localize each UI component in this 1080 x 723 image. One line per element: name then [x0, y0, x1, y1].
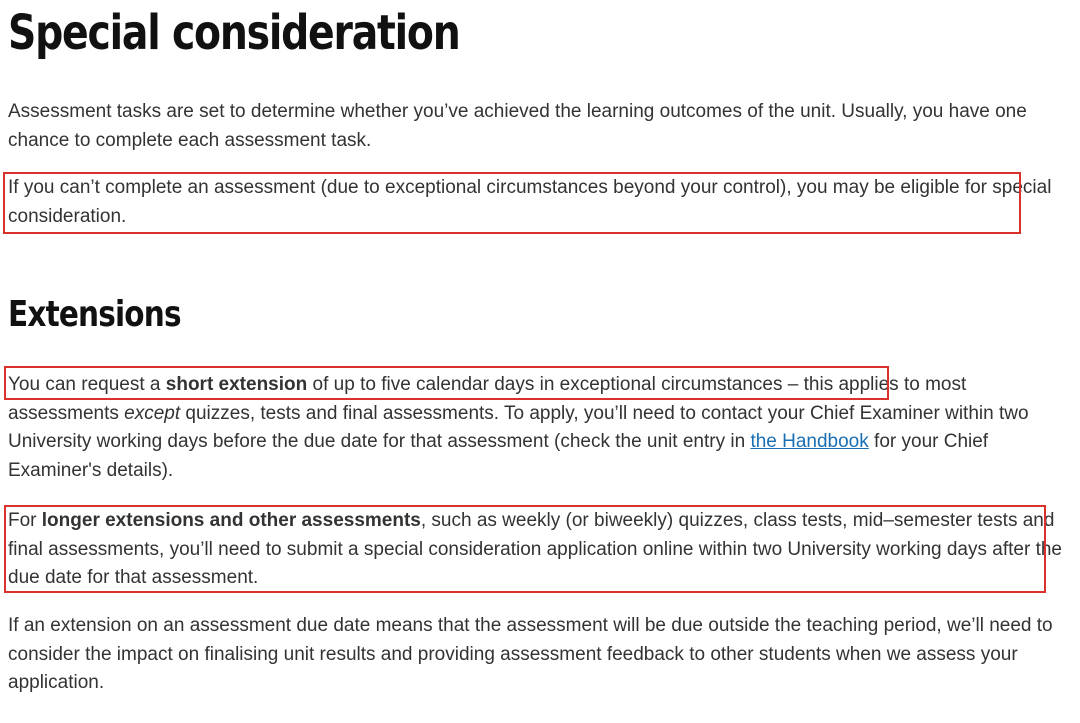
longer-extension-paragraph [8, 507, 1068, 593]
short-extension-italic: except [124, 402, 181, 424]
page-title: Special consideration [8, 5, 460, 61]
impact-paragraph: If an extension on an assessment due date means that the assessment will be due outside the teaching period, we’ll need to consider the impact on finalising unit results and providing assessment feedback to other students when we assess your application. [8, 615, 1053, 693]
short-extension-text-3: – this applies to most assessments [8, 374, 967, 424]
short-extension-text-2: of up to five calendar days in exceptional circumstances [307, 374, 788, 395]
intro-paragraph: Assessment tasks are set to determine whether you’ve achieved the learning outcomes of the unit. Usually, you have one chance to complete each assessment task. [8, 101, 1027, 151]
short-extension-text-1: You can request a [8, 374, 166, 395]
eligibility-paragraph: If you can’t complete an assessment (due to exceptional circumstances beyond your control), you may be eligible for special consideration. [8, 177, 1052, 227]
longer-extension-text-1: For [8, 510, 42, 531]
short-extension-text-4: quizzes, tests and final assessments. To apply, you’ll need to contact your Chief Examiner within two University working days before the due date for that assessment (check the unit entry in [8, 402, 1029, 452]
extensions-heading: Extensions [8, 294, 181, 335]
short-extension-paragraph [8, 371, 1068, 485]
longer-extension-bold: longer extensions and other assessments [41, 510, 421, 531]
longer-extension-text-2: , such as weekly (or biweekly) quizzes, class tests, mid–semester tests and final assessments, you’ll need to submit a special consideration application online within two University working days after the due date for that assessment. [8, 510, 1062, 588]
short-extension-bold: short extension [165, 374, 308, 395]
short-extension-text-5: for your Chief Examiner's details). [8, 431, 989, 481]
handbook-link[interactable]: the Handbook [750, 431, 869, 452]
